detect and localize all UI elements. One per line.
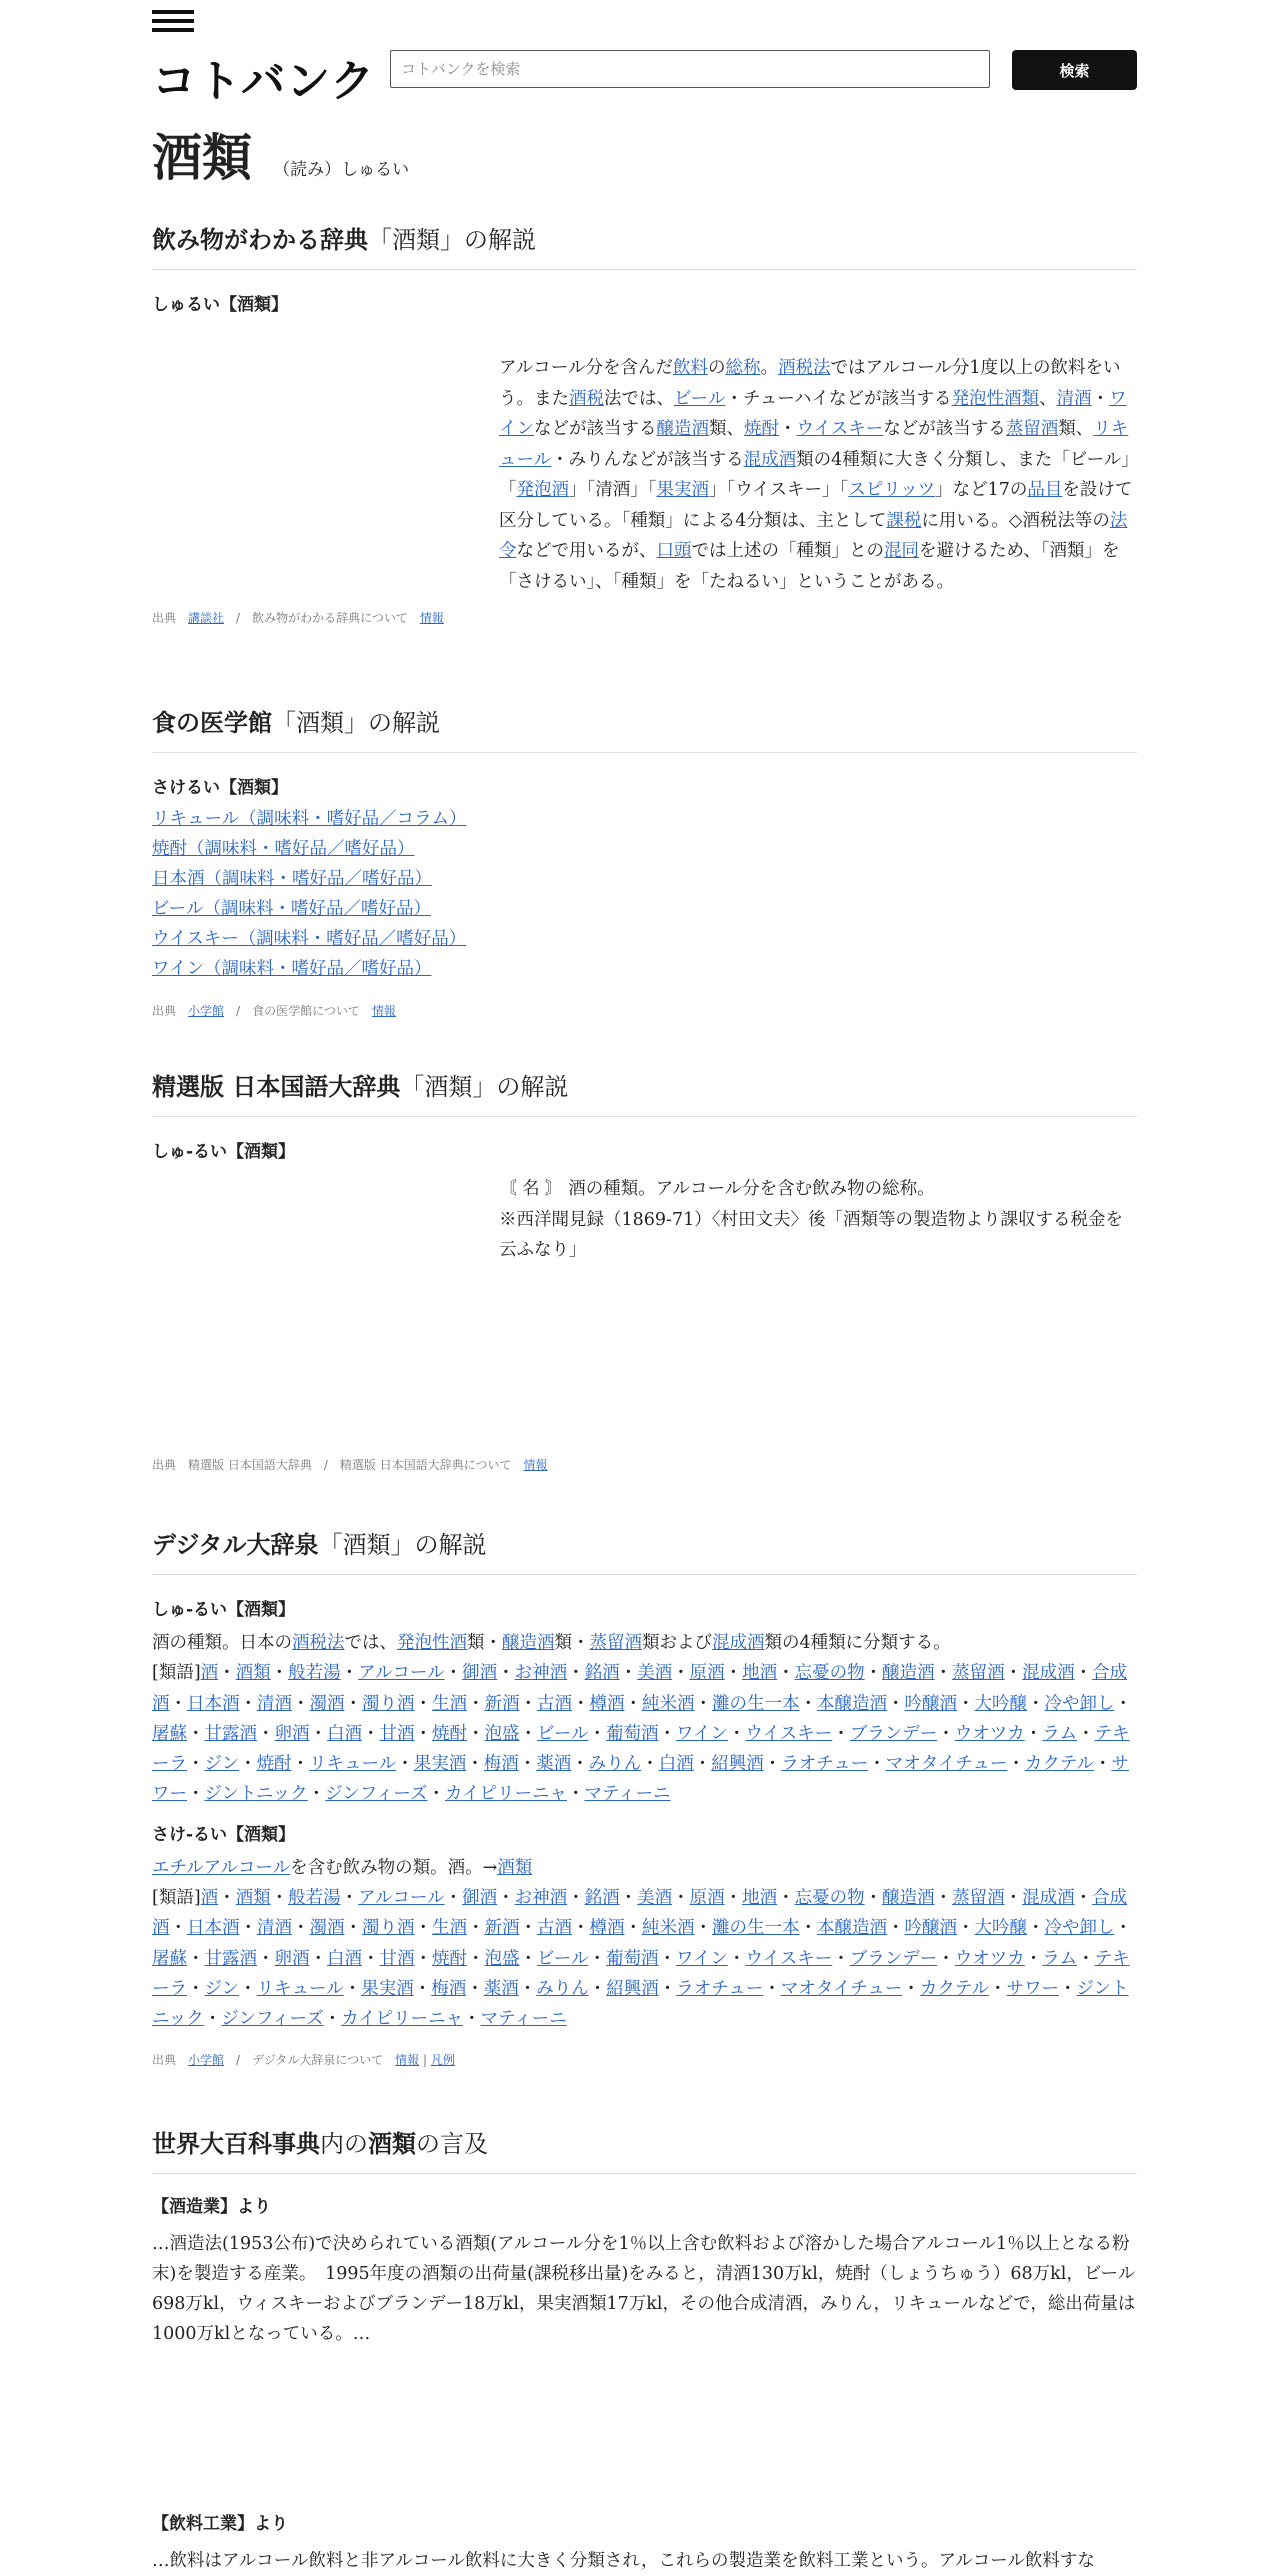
inline-link[interactable]: ラオチュー <box>781 1754 869 1775</box>
inline-link[interactable]: 清酒 <box>257 1918 292 1939</box>
list-link[interactable]: 日本酒（調味料・嗜好品／嗜好品） <box>152 869 432 889</box>
inline-link[interactable]: ラオチュー <box>676 1978 764 1999</box>
inline-link[interactable]: 濁り酒 <box>362 1693 415 1714</box>
inline-link[interactable]: 酒類 <box>497 1857 533 1878</box>
info-link[interactable]: 情報 <box>395 2052 420 2067</box>
inline-link[interactable]: 総称 <box>725 358 761 378</box>
inline-link[interactable]: リキュール <box>256 1978 344 1999</box>
inline-link[interactable]: テキーラ <box>152 1948 1130 1999</box>
info-link[interactable]: 情報 <box>419 611 444 625</box>
inline-link[interactable]: 屠蘇 <box>152 1723 187 1744</box>
inline-link[interactable]: カイピリーニャ <box>444 1784 567 1805</box>
legend-link[interactable]: 凡例 <box>430 2052 455 2067</box>
inline-link[interactable]: 口頭 <box>656 541 692 561</box>
inline-link[interactable]: 清酒 <box>257 1693 292 1714</box>
section-suffix: 「酒類」の解説 <box>368 226 536 254</box>
inline-link[interactable]: ラム <box>1042 1723 1078 1744</box>
inline-link[interactable]: カイピリーニャ <box>341 2009 464 2030</box>
inline-link[interactable]: 古酒 <box>537 1918 572 1939</box>
list-link[interactable]: ワイン（調味料・嗜好品／嗜好品） <box>152 959 432 979</box>
inline-link[interactable]: 原酒 <box>689 1663 725 1684</box>
section-nomimono <box>152 220 1137 626</box>
inline-link[interactable]: ウイスキー <box>796 419 884 439</box>
section-suffix: 「酒類」の解説 <box>400 1073 569 1101</box>
inline-link[interactable]: 卵酒 <box>274 1723 310 1744</box>
inline-link[interactable]: 忘憂の物 <box>794 1663 865 1684</box>
search-input[interactable] <box>390 50 990 88</box>
inline-link[interactable]: ラム <box>1042 1948 1078 1969</box>
inline-link[interactable]: 美酒 <box>637 1663 673 1684</box>
reference-text-2: …飲料はアルコール飲料と非アルコール飲料に大きく分類され，これらの製造業を飲料工業という。アルコール飲料すな <box>152 2551 1095 2571</box>
inline-link[interactable]: 蒸留酒 <box>589 1633 642 1653</box>
inline-link[interactable]: 醸造酒 <box>656 419 709 439</box>
headword: しゅ‐るい【酒類】 <box>152 1600 296 1620</box>
section-seisenban <box>152 1067 1137 1473</box>
inline-link[interactable]: 酒類 <box>235 1888 271 1909</box>
headword: さけるい【酒類】 <box>152 778 288 798</box>
inline-link[interactable]: 果実酒 <box>361 1978 414 1999</box>
inline-link[interactable]: 原酒 <box>689 1888 725 1909</box>
inline-link[interactable]: カクテル <box>1024 1754 1094 1775</box>
inline-link[interactable]: テキーラ <box>152 1723 1130 1775</box>
inline-link[interactable]: ウオツカ <box>954 1948 1025 1969</box>
inline-link[interactable]: 般若湯 <box>288 1888 341 1909</box>
entry-header <box>152 118 409 190</box>
inline-link[interactable]: 飲料 <box>672 358 708 378</box>
definition-text-2: エチルアルコールを含む飲み物の類。酒。→酒類 <box>152 1857 533 1878</box>
inline-link[interactable]: スピリッツ <box>848 480 936 500</box>
inline-link[interactable]: マオタイチュー <box>885 1754 1008 1775</box>
inline-link[interactable]: 果実酒 <box>656 480 709 500</box>
definition-text <box>499 1174 1137 1266</box>
headword: しゅ‐るい【酒類】 <box>152 1142 296 1162</box>
inline-link[interactable]: マティーニ <box>480 2009 567 2030</box>
inline-link[interactable]: 濁酒 <box>309 1918 345 1939</box>
inline-link[interactable]: リキュール <box>499 419 1129 470</box>
inline-link[interactable]: リキュール <box>309 1754 397 1775</box>
inline-link[interactable]: 薬酒 <box>483 1978 519 1999</box>
publisher-link[interactable]: 小学館 <box>188 2052 225 2067</box>
inline-link[interactable]: 混成酒 <box>1022 1663 1075 1684</box>
dict-name[interactable]: 食の医学館 <box>152 709 272 737</box>
logo[interactable]: コトバンク <box>152 56 376 107</box>
source-label: 出典 <box>152 2052 177 2067</box>
section-suffix: 「酒類」の解説 <box>318 1531 487 1559</box>
source-label: 出典 <box>152 1004 177 1018</box>
inline-link[interactable]: 白酒 <box>327 1723 362 1744</box>
inline-link[interactable]: 清酒 <box>1056 388 1092 409</box>
inline-link[interactable]: 梅酒 <box>431 1978 467 1999</box>
inline-link[interactable]: 蒸留酒 <box>952 1663 1005 1684</box>
reference-heading: 【酒造業】より <box>152 2197 271 2217</box>
source-line: 出典 講談社 / 飲み物がわかる辞典について 情報 <box>152 611 444 625</box>
source-line: 出典 精選版 日本国語大辞典 / 精選版 日本国語大辞典について 情報 <box>152 1457 548 1472</box>
dict-name[interactable]: 世界大百科事典 <box>152 2130 320 2158</box>
inline-link[interactable]: 生酒 <box>432 1918 467 1939</box>
inline-link[interactable]: ビール <box>537 1948 589 1969</box>
inline-link[interactable]: 甘酒 <box>379 1948 415 1969</box>
inline-link[interactable]: お神酒 <box>514 1888 568 1909</box>
inline-link[interactable]: サワー <box>152 1754 1129 1805</box>
inline-link[interactable]: 酒類 <box>235 1663 271 1684</box>
inline-link[interactable]: ジン <box>204 1978 240 1999</box>
inline-link[interactable]: 甘酒 <box>379 1723 415 1744</box>
inline-link[interactable]: マオタイチュー <box>780 1978 903 1999</box>
publisher-link[interactable]: 講談社 <box>188 611 225 625</box>
inline-link[interactable]: 純米酒 <box>642 1918 695 1939</box>
inline-link[interactable]: 紹興酒 <box>606 1978 659 1999</box>
list-link[interactable]: ウイスキー（調味料・嗜好品／嗜好品） <box>152 929 467 949</box>
reference-text: …酒造法(1953公布)で決められている酒類(アルコール分を1％以上含む飲料および溶かした場合アルコール1％以上となる粉末)を製造する産業。 1995年度の酒類の出荷量(課税移出量)をみると，清酒130万kl，焼酎（しょうちゅう）68万kl，ビール698万kl，ウィスキーおよびブランデー18万kl，果実酒類17万kl，その他合成清酒，みりん，リキュールなどで，総出荷量は1000万klとなっている。… <box>152 2234 1136 2344</box>
inline-link[interactable]: ジントニック <box>204 1784 308 1805</box>
inline-link[interactable]: ジン <box>204 1754 240 1775</box>
section-title <box>152 1525 1137 1575</box>
inline-link[interactable]: 焼酎 <box>432 1948 467 1969</box>
link-list <box>152 804 1137 984</box>
list-link[interactable]: ビール（調味料・嗜好品／嗜好品） <box>152 899 431 919</box>
inline-link[interactable]: 発泡性酒 <box>397 1633 467 1653</box>
about-text: 精選版 日本国語大辞典について <box>339 1457 512 1472</box>
synonyms-2: [類語]酒・酒類・般若湯・アルコール・御酒・お神酒・銘酒・美酒・原酒・地酒・忘憂の物・醸造酒・蒸留酒・混成酒・合成酒・日本酒・清酒・濁酒・濁り酒・生酒・新酒・古酒・樽酒・純米酒・灘の生一本・本醸造酒・吟醸酒・大吟醸・冷や卸し・屠蘇・甘露酒・卵酒・白酒・甘酒・焼酎・泡盛・ビール・葡萄酒・ワイン・ウイスキー・ブランデー・ウオツカ・ラム・テキーラ・ジン・リキュール・果実酒・梅酒・薬酒・みりん・紹興酒・ラオチュー・マオタイチュー・カクテル・サワー・ジントニック・ジンフィーズ・カイピリーニャ・マティーニ <box>152 1888 1132 2030</box>
inline-link[interactable]: 日本酒 <box>187 1918 240 1939</box>
publisher-link[interactable]: 小学館 <box>188 1004 225 1018</box>
section-title <box>152 220 1137 270</box>
inline-link[interactable]: 焼酎 <box>744 419 779 439</box>
inline-link[interactable]: 発泡酒 <box>516 480 569 500</box>
inline-link[interactable]: 地酒 <box>742 1888 778 1909</box>
inline-link[interactable]: ブランデー <box>849 1948 938 1969</box>
list-link[interactable]: リキュール（調味料・嗜好品／コラム） <box>152 809 467 829</box>
inline-link[interactable]: 樽酒 <box>589 1918 625 1939</box>
inline-link[interactable]: ウイスキー <box>745 1948 833 1969</box>
inline-link[interactable]: 美酒 <box>637 1888 673 1909</box>
info-link[interactable]: 情報 <box>371 1004 396 1018</box>
reference-heading-2: 【飲料工業】より <box>152 2514 288 2534</box>
inline-link[interactable]: 酒税法 <box>292 1633 345 1653</box>
inline-link[interactable]: 混成酒 <box>743 449 797 470</box>
inline-link[interactable]: サワー <box>1006 1978 1059 1999</box>
inline-link[interactable]: 甘露酒 <box>204 1948 257 1969</box>
inline-link[interactable]: 蒸留酒 <box>952 1888 1005 1909</box>
inline-link[interactable]: 純米酒 <box>642 1693 695 1714</box>
inline-link[interactable]: 吟醸酒 <box>904 1918 957 1939</box>
inline-link[interactable]: 酒 <box>200 1888 219 1909</box>
inline-link[interactable]: 濁酒 <box>309 1693 345 1714</box>
dict-name[interactable]: 飲み物がわかる辞典 <box>152 226 368 254</box>
inline-link[interactable]: 紹興酒 <box>711 1754 764 1775</box>
menu-icon[interactable] <box>152 10 194 34</box>
inline-link[interactable]: 生酒 <box>432 1693 467 1714</box>
inline-link[interactable]: 混成酒 <box>1022 1888 1075 1909</box>
inline-link[interactable]: 焼酎 <box>256 1754 292 1775</box>
inline-link[interactable]: ビール <box>674 388 726 409</box>
inline-link[interactable]: 卵酒 <box>274 1948 310 1969</box>
inline-link[interactable]: 課税 <box>886 510 922 531</box>
inline-link[interactable]: 灘の生一本 <box>712 1918 800 1939</box>
inline-link[interactable]: 醸造酒 <box>882 1663 935 1684</box>
section-shoku <box>152 703 1137 1019</box>
inline-link[interactable]: 般若湯 <box>288 1663 341 1684</box>
inline-link[interactable]: 地酒 <box>742 1663 778 1684</box>
inline-link[interactable]: 灘の生一本 <box>712 1693 800 1714</box>
inline-link[interactable]: 果実酒 <box>413 1754 467 1775</box>
inline-link[interactable]: ワイン <box>499 388 1127 439</box>
inline-link[interactable]: みりん <box>536 1978 589 1999</box>
inline-link[interactable]: 銘酒 <box>584 1888 620 1909</box>
inline-link[interactable]: ジンフィーズ <box>325 1784 428 1805</box>
inline-link[interactable]: 日本酒 <box>187 1693 240 1714</box>
inline-link[interactable]: ワイン <box>675 1723 728 1744</box>
inline-link[interactable]: 酒 <box>200 1663 219 1684</box>
dict-name[interactable]: デジタル大辞泉 <box>152 1531 319 1559</box>
inline-link[interactable]: 醸造酒 <box>502 1633 555 1653</box>
inline-link[interactable]: 冷や卸し <box>1044 1693 1115 1714</box>
publisher-text: 精選版 日本国語大辞典 <box>188 1457 312 1472</box>
inline-link[interactable]: 合成酒 <box>152 1663 1128 1714</box>
citation-line: ※西洋聞見録（1869‐71）〈村田文夫〉後「酒類等の製造物より課収する税金を云ふなり」 <box>499 1209 1123 1260</box>
section-title <box>152 703 1137 753</box>
inline-link[interactable]: 濁り酒 <box>362 1918 415 1939</box>
inline-link[interactable]: 新酒 <box>484 1918 520 1939</box>
inline-link[interactable]: カクテル <box>919 1978 989 1999</box>
inline-link[interactable]: 葡萄酒 <box>605 1723 659 1744</box>
section-daijisen <box>152 1525 1137 2068</box>
inline-link[interactable]: 冷や卸し <box>1044 1918 1115 1939</box>
definition-line: 〘 名 〙 酒の種類。アルコール分を含む飲み物の総称。 <box>499 1179 935 1199</box>
inline-link[interactable]: 御酒 <box>462 1888 498 1909</box>
inline-link[interactable]: 甘露酒 <box>204 1723 257 1744</box>
inline-link[interactable]: アルコール <box>358 1888 445 1909</box>
inline-link[interactable]: 泡盛 <box>484 1948 520 1969</box>
source-line: 出典 小学館 / デジタル大辞泉について 情報 | 凡例 <box>152 2052 455 2067</box>
inline-link[interactable]: 合成酒 <box>152 1888 1128 1939</box>
inline-link[interactable]: 忘憂の物 <box>794 1888 865 1909</box>
inline-link[interactable]: 大吟醸 <box>974 1693 1027 1714</box>
inline-link[interactable]: ジンフィーズ <box>221 2009 324 2030</box>
page-title: 酒類 <box>152 129 252 187</box>
inline-link[interactable]: 白酒 <box>327 1948 362 1969</box>
about-text: デジタル大辞泉について <box>252 2052 384 2067</box>
inline-link[interactable]: 大吟醸 <box>974 1918 1027 1939</box>
section-suffix: 内の <box>320 2130 368 2158</box>
inline-link[interactable]: 古酒 <box>537 1693 572 1714</box>
inline-link[interactable]: 法令 <box>499 510 1128 561</box>
inline-link[interactable]: 混成酒 <box>712 1633 765 1653</box>
inline-link[interactable]: 酒税法 <box>777 358 831 378</box>
inline-link[interactable]: 蒸留酒 <box>1005 419 1059 439</box>
inline-link[interactable]: マティーニ <box>584 1784 671 1805</box>
synonyms: [類語]酒・酒類・般若湯・アルコール・御酒・お神酒・銘酒・美酒・原酒・地酒・忘憂の物・醸造酒・蒸留酒・混成酒・合成酒・日本酒・清酒・濁酒・濁り酒・生酒・新酒・古酒・樽酒・純米酒・灘の生一本・本醸造酒・吟醸酒・大吟醸・冷や卸し・屠蘇・甘露酒・卵酒・白酒・甘酒・焼酎・泡盛・ビール・葡萄酒・ワイン・ウイスキー・ブランデー・ウオツカ・ラム・テキーラ・ジン・焼酎・リキュール・果実酒・梅酒・薬酒・みりん・白酒・紹興酒・ラオチュー・マオタイチュー・カクテル・サワー・ジントニック・ジンフィーズ・カイピリーニャ・マティーニ <box>152 1663 1132 1805</box>
headword: しゅるい【酒類】 <box>152 295 288 315</box>
inline-link[interactable]: ウイスキー <box>745 1723 833 1744</box>
dict-name[interactable]: 精選版 日本国語大辞典 <box>152 1073 401 1101</box>
source-line: 出典 小学館 / 食の医学館について 情報 <box>152 1004 396 1018</box>
inline-link[interactable]: 吟醸酒 <box>904 1693 957 1714</box>
inline-link[interactable]: 銘酒 <box>584 1663 620 1684</box>
inline-link[interactable]: お神酒 <box>514 1663 568 1684</box>
section-suffix: 「酒類」の解説 <box>272 709 440 737</box>
inline-link[interactable]: 梅酒 <box>483 1754 519 1775</box>
inline-link[interactable]: 薬酒 <box>536 1754 572 1775</box>
inline-link[interactable]: 本醸造酒 <box>817 1918 887 1939</box>
search-button[interactable]: 検索 <box>1012 50 1137 90</box>
definition-text: アルコール分を含んだ飲料の総称。酒税法ではアルコール分1度以上の飲料をいう。また酒税法では、ビール・チューハイなどが該当する発泡性酒類、清酒・ワインなどが該当する醸造酒類、焼酎・ウイスキーなどが該当する蒸留酒類、リキュール・みりんなどが該当する混成酒類の4種類に大きく分類し、また「ビール」「発泡酒」「清酒」「果実酒」「ウイスキー」「スピリッツ」など17の品目を設けて区分している。「種類」による4分類は、主として課税に用いる。◇酒税法等の法令などで用いるが、口頭では上述の「種類」との混同を避けるため、「酒類」を「さけるい」、「種類」を「たねるい」ということがある。 <box>499 358 1133 592</box>
inline-link[interactable]: ブランデー <box>849 1723 938 1744</box>
section-suffix-end: の言及 <box>416 2130 488 2158</box>
inline-link[interactable]: 泡盛 <box>484 1723 520 1744</box>
inline-link[interactable]: 樽酒 <box>589 1693 625 1714</box>
about-text: 飲み物がわかる辞典について <box>252 611 408 625</box>
inline-link[interactable]: 焼酎 <box>432 1723 467 1744</box>
inline-link[interactable]: 発泡性酒類 <box>951 388 1040 409</box>
source-label: 出典 <box>152 611 177 625</box>
inline-link[interactable]: 品目 <box>1027 480 1063 500</box>
inline-link[interactable]: 新酒 <box>484 1693 520 1714</box>
about-text: 食の医学館について <box>252 1004 360 1018</box>
inline-link[interactable]: ジントニック <box>152 1978 1129 2030</box>
inline-link[interactable]: エチルアルコール <box>152 1857 291 1878</box>
headword-2: さけ‐るい【酒類】 <box>152 1824 296 1845</box>
inline-link[interactable]: 酒税 <box>569 388 604 409</box>
entry-reading: （読み）しゅるい <box>273 160 410 180</box>
section-title <box>152 2124 1137 2174</box>
section-sekai <box>152 2124 1137 2576</box>
inline-link[interactable]: ワイン <box>675 1948 728 1969</box>
keyword: 酒類 <box>368 2130 416 2158</box>
info-link[interactable]: 情報 <box>523 1457 548 1472</box>
inline-link[interactable]: アルコール <box>358 1663 445 1684</box>
inline-link[interactable]: ビール <box>537 1723 589 1744</box>
inline-link[interactable]: 本醸造酒 <box>817 1693 887 1714</box>
inline-link[interactable]: ウオツカ <box>954 1723 1025 1744</box>
source-label: 出典 <box>152 1457 177 1472</box>
inline-link[interactable]: 醸造酒 <box>882 1888 935 1909</box>
section-title <box>152 1067 1137 1117</box>
inline-link[interactable]: みりん <box>588 1754 642 1775</box>
inline-link[interactable]: 葡萄酒 <box>605 1948 659 1969</box>
definition-text: 酒の種類。日本の酒税法では、発泡性酒類・醸造酒類・蒸留酒類および混成酒類の4種類に分類する。 <box>152 1633 951 1653</box>
list-link[interactable]: 焼酎（調味料・嗜好品／嗜好品） <box>152 839 415 859</box>
inline-link[interactable]: 屠蘇 <box>152 1948 187 1969</box>
inline-link[interactable]: 白酒 <box>658 1754 694 1775</box>
inline-link[interactable]: 混同 <box>884 541 919 561</box>
inline-link[interactable]: 御酒 <box>462 1663 498 1684</box>
